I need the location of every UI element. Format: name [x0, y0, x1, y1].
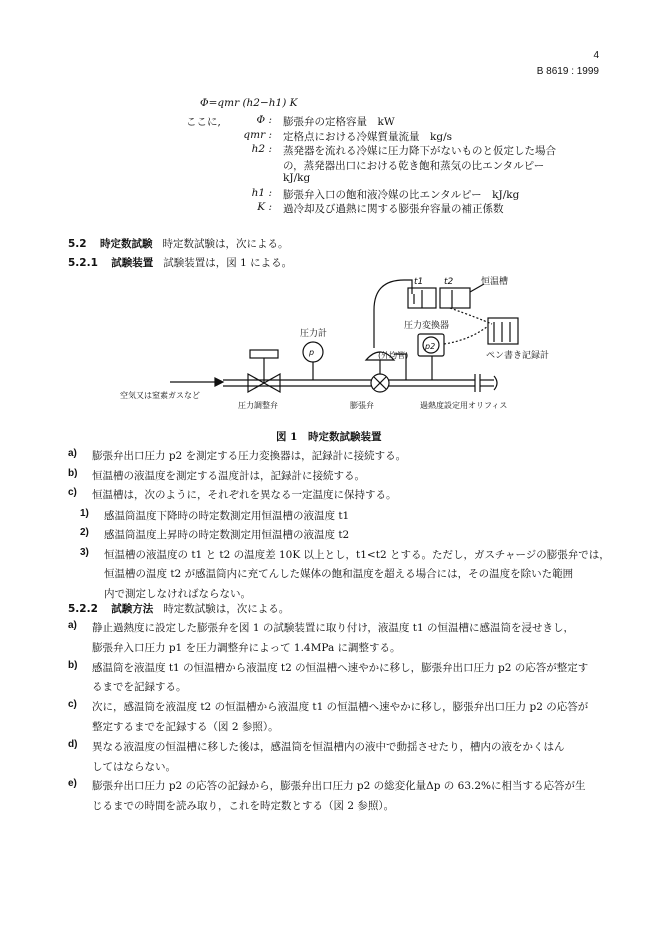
- definition-text: kJ/kg: [283, 172, 311, 184]
- list-item-text: 膨張弁出口圧力 p2 を測定する圧力変換器は，記録計に接続する。: [92, 450, 407, 462]
- list-marker: c): [68, 487, 77, 498]
- label-transducer: 圧力変換器: [404, 321, 450, 331]
- definition-symbol: Φ :: [256, 114, 272, 126]
- list-marker: 3): [80, 546, 89, 558]
- label-equalizer: (外均管): [378, 351, 409, 360]
- list-marker: e): [68, 778, 77, 790]
- formula: Φ=qmr (h2−h1) K: [200, 97, 298, 109]
- list-item-text: してはならない。: [92, 760, 176, 773]
- section-title: 試験装置: [111, 257, 154, 269]
- definition-symbol: h2 :: [251, 143, 272, 155]
- recorder-box: [488, 318, 518, 344]
- bath-wire: [450, 308, 492, 324]
- regulator-valve-right: [264, 374, 280, 392]
- bath-t2: [440, 288, 470, 308]
- label-p2: p2: [425, 342, 436, 351]
- list-item-text: 膨張弁出口圧力 p2 の応答の記録から，膨張弁出口圧力 p2 の総変化量Δp の 63.2%に相当する応答が生: [92, 780, 586, 793]
- where-label: ここに,: [186, 116, 221, 128]
- definition-symbol: qmr :: [243, 128, 272, 141]
- regulator-valve-left: [248, 374, 264, 392]
- section-title: 試験方法: [111, 603, 154, 615]
- section-5-2-1-heading: [68, 255, 292, 270]
- label-bath: 恒温槽: [481, 277, 509, 287]
- definition-text: 蒸発器を流れる冷媒に圧力降下がないものと仮定した場合: [283, 145, 556, 157]
- list-marker: a): [68, 620, 77, 631]
- list-item-text: 恒温槽は，次のように，それぞれを異なる一定温度に保持する。: [92, 489, 397, 501]
- label-t2: t2: [444, 277, 454, 287]
- section-text: 時定数試験は，次による。: [163, 603, 290, 615]
- list-item-text: 恒温槽の液温度を測定する温度計は，記録計に接続する。: [92, 469, 365, 482]
- label-t1: t1: [414, 277, 424, 287]
- definition-symbol: h1 :: [251, 186, 272, 199]
- label-recorder: ペン書き記録計: [486, 351, 550, 361]
- list-marker: 1): [80, 507, 89, 519]
- page-number: 4: [593, 50, 599, 61]
- list-item-text: 次に，感温筒を液温度 t2 の恒温槽から液温度 t1 の恒温槽へ速やかに移し，膨張弁出口圧力 p2 の応答が: [92, 701, 589, 714]
- regulator-handle: [250, 350, 278, 358]
- list-item-text: 異なる液温度の恒温槽に移した後は，感温筒を恒温槽内の液中で動揺させたり，槽内の液をかくはん: [92, 740, 565, 753]
- list-marker: 2): [80, 527, 89, 538]
- section-5-2-heading: [68, 236, 288, 251]
- label-gauge: 圧力計: [300, 329, 328, 339]
- list-item-text: 静止過熱度に設定した膨張弁を図 1 の試験装置に取り付け，液温度 t1 の恒温槽に感温筒を浸せきし，: [92, 622, 575, 634]
- capillary-tube: [374, 280, 412, 348]
- label-regulator: 圧力調整弁: [238, 401, 278, 410]
- label-orifice: 過熱度設定用オリフィス: [420, 401, 508, 410]
- definition-text: の，蒸発器出口における乾き飽和蒸気の比エンタルピー: [283, 159, 545, 172]
- label-inlet: 空気又は窒素ガスなど: [120, 391, 200, 400]
- list-item-text: 感温筒を液温度 t1 の恒温槽から液温度 t2 の恒温槽へ速やかに移し，膨張弁出口圧力 p2 の応答が整定す: [92, 661, 589, 674]
- label-p: p: [309, 348, 315, 357]
- list-item-text: じるまでの時間を読み取り，これを時定数とする（図 2 参照）。: [92, 800, 395, 813]
- list-item-text: 内で測定しなければならない。: [104, 587, 251, 600]
- definition-text: 膨張弁入口の飽和液冷媒の比エンタルピー kJ/kg: [283, 188, 520, 201]
- section-5-2-2-heading: [68, 601, 289, 616]
- section-text: 時定数試験は，次による。: [162, 238, 289, 250]
- list-item-text: るまでを記録する。: [92, 681, 187, 694]
- list-item-text: 整定するまでを記録する（図 2 参照）。: [92, 721, 279, 733]
- list-item-text: 恒温槽の温度 t2 が感温筒内に充てんした媒体の飽和温度を超える場合には，その温度を除いた範囲: [104, 568, 574, 580]
- list-marker: b): [68, 659, 78, 671]
- definition-text: 過冷却及び過熱に関する膨張弁容量の補正係数: [283, 203, 504, 215]
- inlet-arrowhead: [215, 378, 223, 386]
- section-number: 5.2: [68, 238, 87, 250]
- figure-caption: 図 1 時定数試験装置: [276, 431, 382, 443]
- list-item-text: 感温筒温度上昇時の時定数測定用恒温槽の液温度 t2: [104, 529, 350, 541]
- list-item-text: 感温筒温度下降時の時定数測定用恒温槽の液温度 t1: [104, 509, 350, 522]
- list-marker: b): [68, 467, 78, 479]
- transducer-wire: [444, 326, 488, 344]
- definition-text: 膨張弁の定格容量 kW: [283, 116, 395, 128]
- section-text: 試験装置は，図 1 による。: [163, 257, 293, 269]
- section-title: 時定数試験: [99, 238, 153, 250]
- definition-symbol: K :: [257, 201, 272, 213]
- definition-text: 定格点における冷媒質量流量 kg/s: [283, 130, 453, 143]
- list-marker: c): [68, 699, 77, 711]
- standard-id: B 8619 : 1999: [536, 66, 599, 77]
- section-number: 5.2.2: [68, 603, 98, 615]
- label-valve: 膨張弁: [350, 401, 374, 410]
- list-item-text: 膨張弁入口圧力 p1 を圧力調整弁によって 1.4MPa に調整する。: [92, 641, 401, 654]
- list-marker: a): [68, 448, 77, 459]
- list-item-text: 恒温槽の液温度の t1 と t2 の温度差 10K 以上とし，t1<t2 とする。ただし，ガスチャージの膨張弁では，: [104, 548, 610, 561]
- section-number: 5.2.1: [68, 257, 98, 269]
- figure-1-diagram: [0, 270, 659, 430]
- orifice-outlet: [494, 376, 497, 390]
- list-marker: d): [68, 738, 78, 750]
